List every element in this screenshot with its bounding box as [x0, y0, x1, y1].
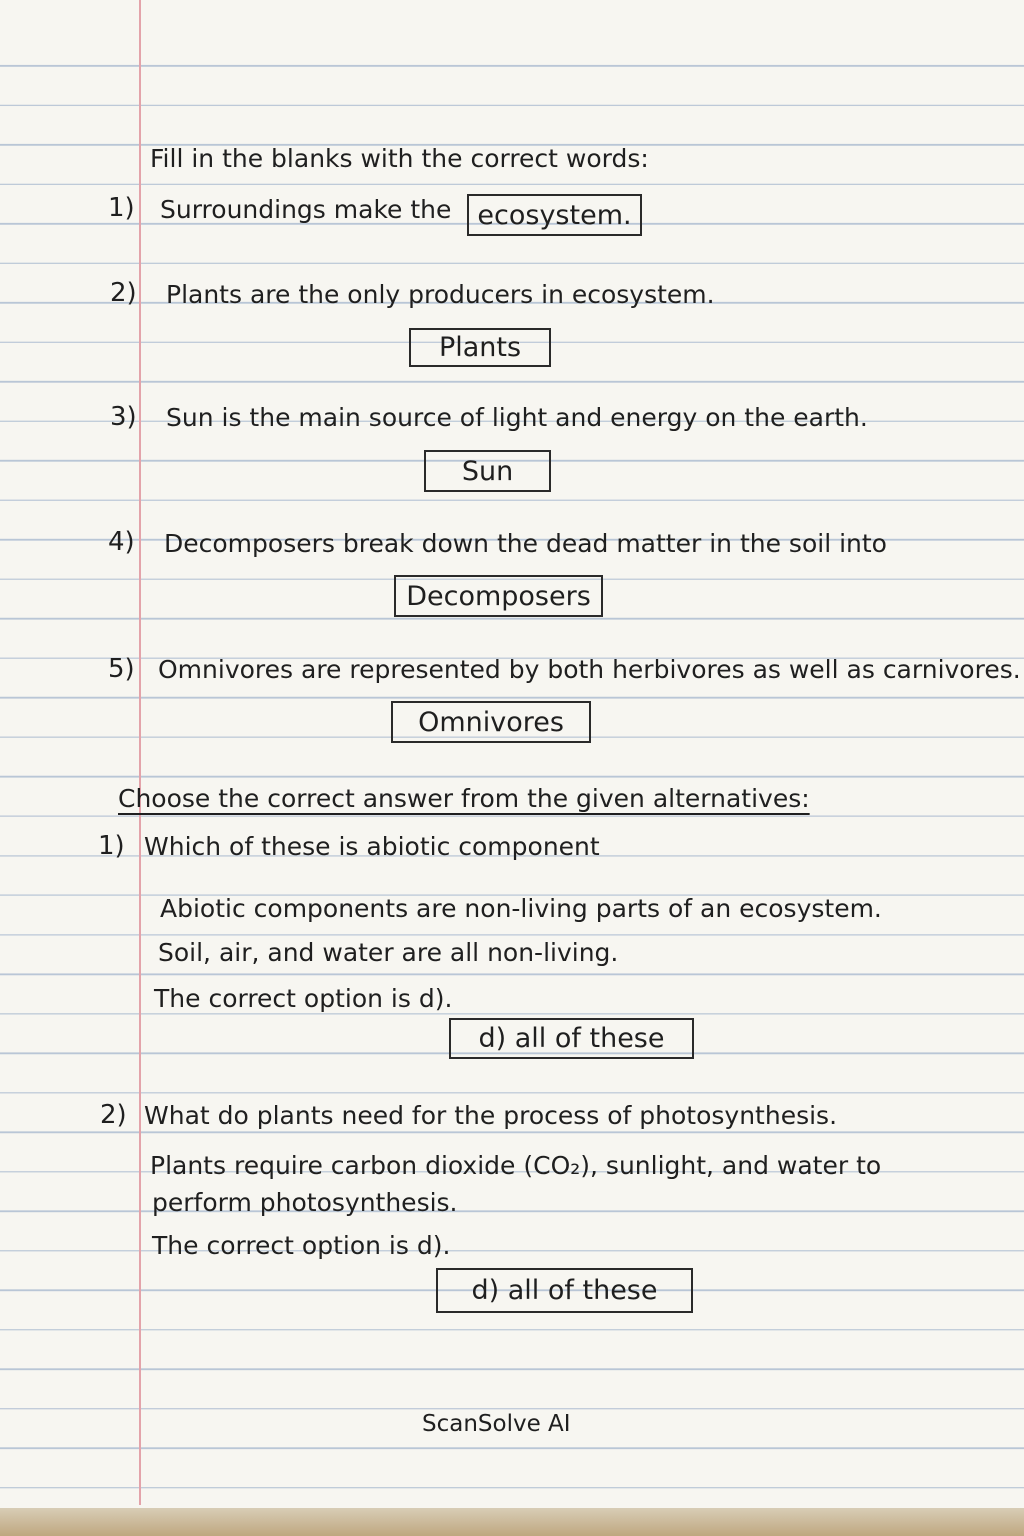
choose-q2-answer-box: d) all of these [436, 1268, 693, 1313]
margin-line [139, 0, 141, 1505]
choose-q1-line-2: Soil, air, and water are all non-living. [158, 938, 619, 967]
choose-q1-line-3: The correct option is d). [154, 984, 453, 1013]
choose-q2-question: What do plants need for the process of photosynthesis. [144, 1101, 838, 1130]
choose-q1-question: Which of these is abiotic component [144, 832, 600, 861]
choose-q2-line-3: The correct option is d). [152, 1231, 451, 1260]
fill-item-1-answer-box: ecosystem. [467, 194, 642, 236]
choose-heading: Choose the correct answer from the given alternatives: [118, 784, 810, 813]
fill-item-2-answer-box: Plants [409, 328, 551, 367]
fill-heading: Fill in the blanks with the correct words: [150, 144, 649, 173]
choose-q1-number: 1) [98, 831, 125, 861]
fill-item-4-answer-box: Decomposers [394, 575, 603, 617]
choose-q1-line-1: Abiotic components are non-living parts of an ecosystem. [160, 894, 882, 923]
fill-item-2-sentence: Plants are the only producers in ecosystem. [166, 280, 715, 309]
footer-brand: ScanSolve AI [422, 1411, 571, 1437]
fill-item-1-sentence: Surroundings make the [160, 195, 452, 224]
choose-q1-answer-box: d) all of these [449, 1018, 694, 1059]
choose-q2-line-2: perform photosynthesis. [152, 1188, 458, 1217]
choose-q2-number: 2) [100, 1100, 127, 1130]
fill-item-4-number: 4) [108, 527, 135, 557]
fill-item-5-number: 5) [108, 654, 135, 684]
fill-item-5-sentence: Omnivores are represented by both herbivores as well as carnivores. [158, 655, 1021, 684]
choose-q2-line-1: Plants require carbon dioxide (CO₂), sunlight, and water to [150, 1151, 882, 1180]
fill-item-3-sentence: Sun is the main source of light and energy on the earth. [166, 403, 868, 432]
fill-item-4-sentence: Decomposers break down the dead matter in the soil into [164, 529, 887, 558]
fill-item-5-answer-box: Omnivores [391, 701, 591, 743]
fill-item-3-answer-box: Sun [424, 450, 551, 492]
fill-item-1-number: 1) [108, 193, 135, 223]
fill-item-2-number: 2) [110, 278, 137, 308]
fill-item-3-number: 3) [110, 402, 137, 432]
table-surface [0, 1508, 1024, 1536]
